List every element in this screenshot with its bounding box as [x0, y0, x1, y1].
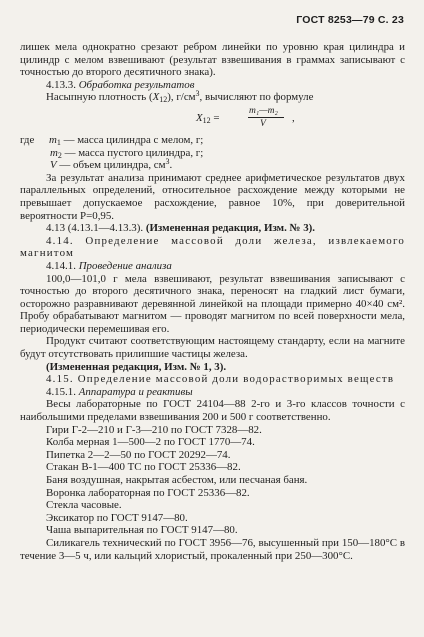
formula-intro — [20, 91, 405, 104]
text-run: Насыпную плотность ( — [46, 91, 153, 104]
paragraph-silica-gel: Силикагель технический по ГОСТ 3956—76, высушенный при 150—180°С в течение 3—5 ч, или кальций хлористый, прокаленный при 250—300°С. — [20, 536, 405, 562]
page-header: ГОСТ 8253—79 С. 23 — [296, 14, 404, 26]
list-item-desiccator: Эксикатор по ГОСТ 9147—80. — [46, 511, 188, 524]
formula-denominator: V — [260, 118, 266, 129]
definition-1 — [20, 134, 405, 147]
section-title: Обработка результатов — [78, 78, 195, 91]
definition-2 — [50, 147, 405, 160]
text-run: — объем цилиндра, см — [56, 159, 166, 172]
variable: m — [50, 146, 58, 159]
text-run: — масса цилиндра с мелом, г; — [60, 133, 204, 146]
variable: X — [152, 91, 160, 104]
section-number: 4.14.1. — [46, 259, 76, 272]
variable: m — [49, 133, 57, 146]
amendment-text: (Измененная редакция, Изм. № 3). — [145, 222, 315, 235]
equals-sign: = — [210, 111, 220, 124]
section-title: Аппаратура и реактивы — [78, 385, 193, 398]
amendment-note-4-14: (Измененная редакция, Изм. № 1, 3). — [46, 360, 227, 373]
list-item-watch-glasses: Стекла часовые. — [46, 499, 122, 512]
text-run: ), г/см — [167, 91, 196, 104]
subscript: 2 — [57, 150, 62, 160]
subscript: 1 — [56, 137, 61, 147]
section-heading-4-14: 4.14. Определение массовой доли железа, извлекаемого магнитом — [20, 234, 405, 260]
text-run: — масса пустого цилиндра, г; — [61, 146, 204, 159]
paragraph-procedure: 100,0—101,0 г мела взвешивают, результат взвешивания записывают с точностью до второго десятичного знака, переносят на гладкий лист бумаги, осторожно разравнивают деревянной линейкой на площади примерно 40×40 см². Пробу обрабатывают магнитом — проводят магнитом по всей поверхности мела, периодически перемешивая его. — [20, 272, 405, 335]
list-item-flask: Колба мерная 1—500—2 по ГОСТ 1770—74. — [46, 436, 255, 449]
formula-numerator: m₁—m₂ — [249, 105, 278, 116]
section-number: 4.13.3. — [46, 78, 76, 91]
list-item-beaker: Стакан В-1—400 ТС по ГОСТ 25336—82. — [46, 461, 241, 474]
list-item-weights: Гири Г-2—210 и Г-3—210 по ГОСТ 7328—82. — [46, 423, 262, 436]
subsection-heading-4-14-1 — [20, 260, 405, 273]
document-body — [20, 41, 405, 562]
variable: X — [196, 111, 203, 124]
text-run: 4.13 (4.13.1—4.13.3). — [46, 222, 146, 235]
section-number: 4.15.1. — [46, 385, 76, 398]
subscript: 12 — [202, 115, 211, 125]
subsection-heading-4-15-1 — [20, 386, 405, 399]
paragraph-scales: Весы лабораторные по ГОСТ 24104—88 2-го и 3-го классов точности с наибольшими пределами взвешивания 200 и 500 г соответственно. — [20, 398, 405, 424]
list-item-evaporating-dish: Чаша выпарительная по ГОСТ 9147—80. — [46, 524, 238, 537]
text-run: , вычисляют по формуле — [199, 91, 314, 104]
list-item-funnel: Воронка лабораторная по ГОСТ 25336—82. — [46, 486, 250, 499]
variable: V — [50, 159, 57, 172]
list-item-bath: Баня воздушная, накрытая асбестом, или песчаная баня. — [46, 474, 308, 486]
formula-lhs — [196, 112, 220, 125]
list-item-pipette: Пипетка 2—2—50 по ГОСТ 20292—74. — [46, 448, 231, 461]
formula-comma: , — [292, 111, 295, 124]
paragraph-conformity: Продукт считают соответствующим настоящему стандарту, если на магните будут отсутствовать прилипшие частицы железа. — [20, 335, 405, 361]
section-title: Проведение анализа — [78, 259, 172, 272]
definition-3 — [50, 159, 405, 172]
paragraph-continuation: лишек мела однократно срезают ребром линейки по уровню края цилиндра и цилиндр с мелом взвешивают (результат взвешивания в граммах записывают с точностью до второго десятичного знака). — [20, 41, 405, 79]
amendment-note-4-13 — [20, 222, 405, 235]
subsection-heading-4-13-3 — [20, 79, 405, 92]
paragraph-result: За результат анализа принимают среднее арифметическое результатов двух параллельных определений, относительное расхождение между которыми не превышает допускаемое расхождение, равное 10%, при доверительной вероятности P=0,95. — [20, 171, 405, 222]
text-run: . — [169, 159, 173, 172]
superscript: 3 — [165, 157, 170, 167]
text-run: где — [20, 133, 38, 146]
subscript: 12 — [159, 95, 168, 105]
fraction-bar — [248, 117, 284, 118]
section-heading-4-15: 4.15. Определение массовой доли водорастворимых веществ — [46, 373, 395, 386]
density-formula — [196, 104, 405, 134]
superscript: 3 — [195, 89, 200, 99]
